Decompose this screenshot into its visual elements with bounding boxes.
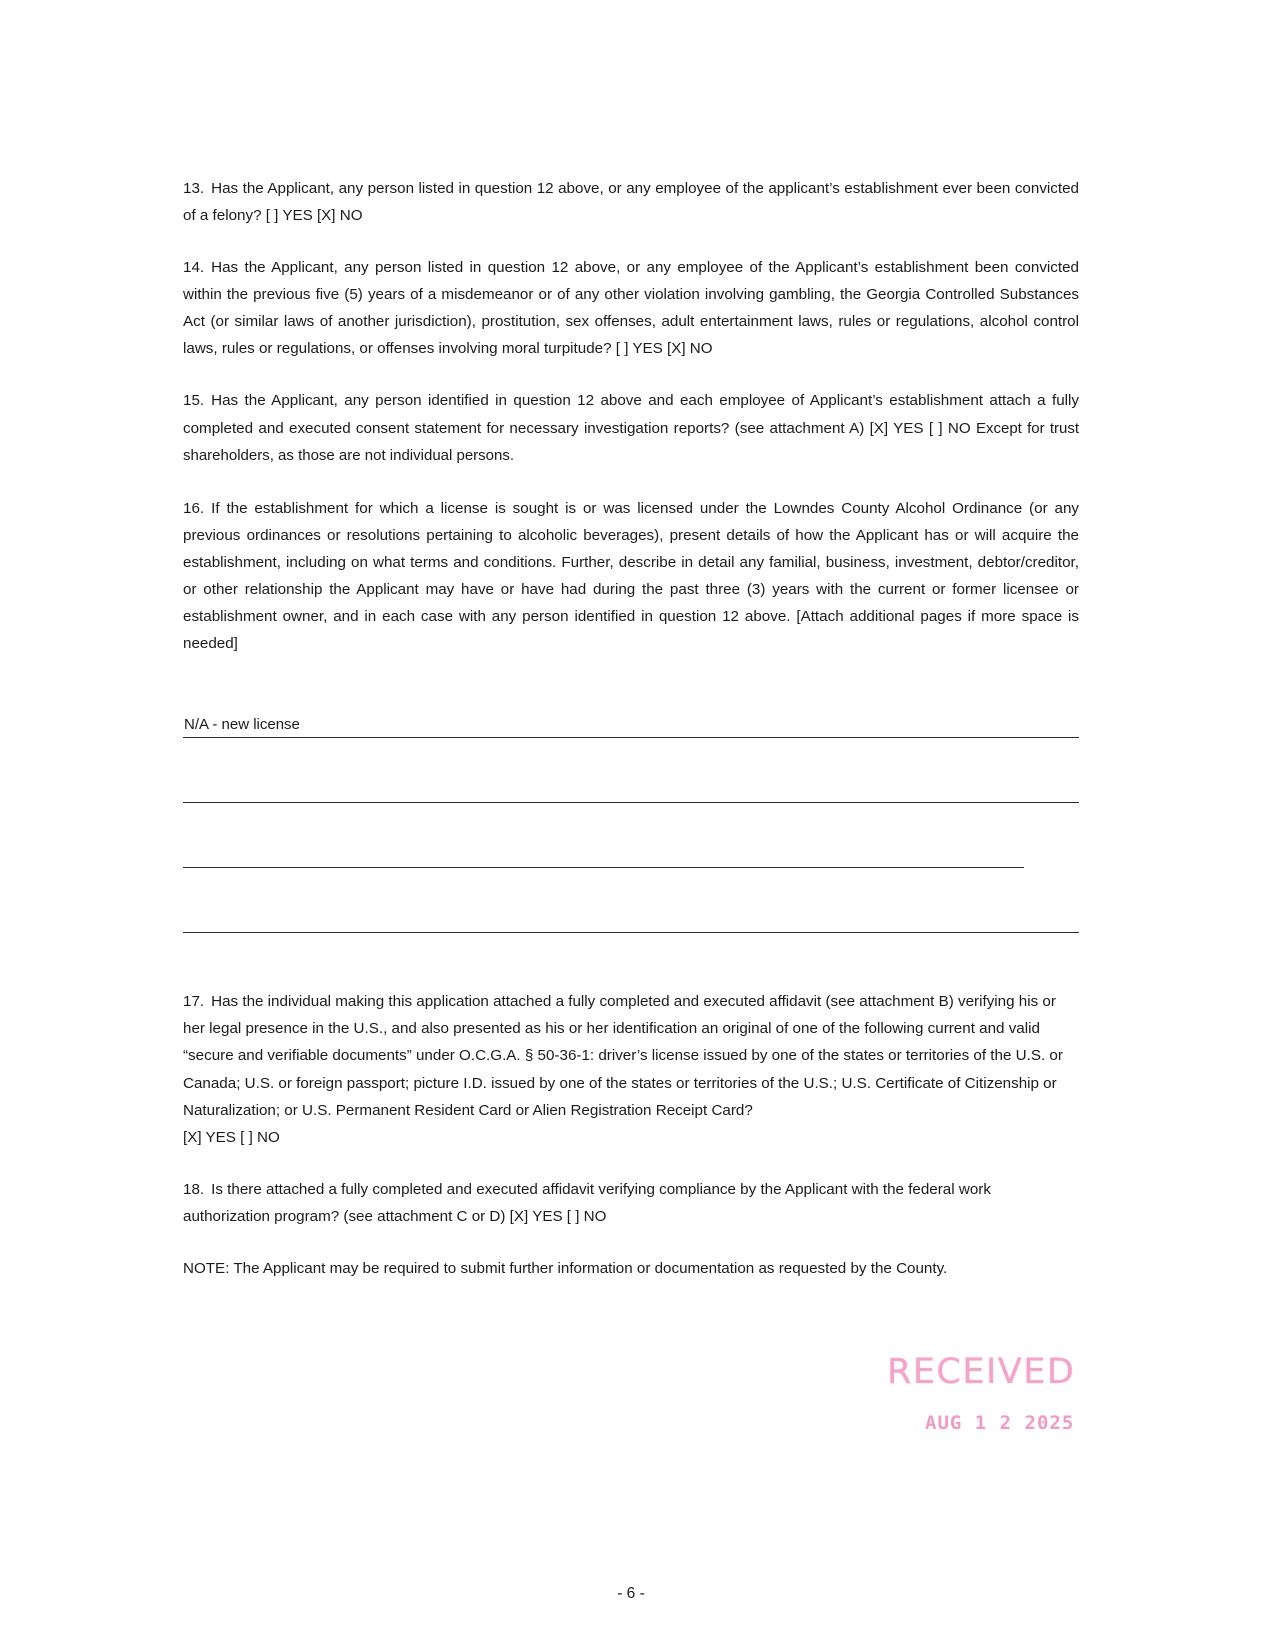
- answer-rule-4: [183, 932, 1079, 933]
- question-14-text: Has the Applicant, any person listed in question 12 above, or any employee of the Applicant’s establishment been convicted within the previous five (5) years of a misdemeanor or of any other violation involving gambling, the Georgia Controlled Substances Act (or similar laws of another jurisdiction), prostitution, sex offenses, adult entertainment laws, rules or regulations, alcohol control laws, rules or regulations, or offenses involving moral turpitude? [ ] YES [X] NO: [183, 259, 1079, 358]
- question-18-number: 18.: [183, 1180, 205, 1198]
- answer-line-1[interactable]: [183, 691, 1079, 738]
- question-16-text: If the establishment for which a license is sought is or was licensed under the Lowndes County Alcohol Ordinance (or any previous ordinances or resolutions pertaining to alcoholic beverages), present details of how the Applicant has or will acquire the establishment, including on what terms and conditions. Further, describe in detail any familial, business, investment, debtor/creditor, or other relationship the Applicant may have or have had during the past three (3) years with the current or former licensee or establishment owner, and in each case with any person identified in question 12 above. [Attach additional pages if more space is needed]: [183, 499, 1079, 653]
- answer-line-4[interactable]: [183, 886, 1079, 933]
- question-17-text: Has the individual making this application attached a fully completed and executed affidavit (see attachment B) verifying his or her legal presence in the U.S., and also presented as his or her identification an original of one of the following current and valid “secure and verifiable documents” under O.C.G.A. § 50-36-1: driver’s license issued by one of the states or territories of the U.S. or Canada; U.S. or foreign passport; picture I.D. issued by one of the states or territories of the U.S.; U.S. Certificate of Citizenship or Naturalization; or U.S. Permanent Resident Card or Alien Registration Receipt Card?: [183, 993, 1063, 1119]
- answer-rule-2: [183, 802, 1079, 803]
- question-16: [183, 495, 1079, 657]
- received-stamp-date: AUG 1 2 2025: [925, 1412, 1075, 1434]
- page-number: - 6 -: [617, 1585, 645, 1602]
- question-15: [183, 387, 1079, 469]
- question-14-number: 14.: [183, 259, 205, 277]
- question-16-answer-area[interactable]: [183, 691, 1079, 933]
- received-stamp: [887, 1352, 1075, 1434]
- question-17-answer: [X] YES [ ] NO: [183, 1128, 280, 1146]
- question-15-handwritten-note: Except for trust shareholders, as those are not individual persons.: [183, 419, 1079, 465]
- question-13-number: 13.: [183, 180, 205, 198]
- answer-line-3[interactable]: [183, 821, 1079, 868]
- received-stamp-text: RECEIVED: [887, 1352, 1076, 1392]
- answer-line-2[interactable]: [183, 756, 1079, 803]
- question-18: [183, 1176, 1079, 1230]
- question-15-number: 15.: [183, 392, 205, 410]
- answer-rule-1: [183, 737, 1079, 738]
- question-13-text: Has the Applicant, any person listed in question 12 above, or any employee of the applicant’s establishment ever been convicted of a felony? [ ] YES [X] NO: [183, 180, 1079, 225]
- answer-rule-3: [183, 867, 1024, 868]
- applicant-note: NOTE: The Applicant may be required to submit further information or documentation as requested by the County.: [183, 1259, 948, 1277]
- question-13: [183, 175, 1079, 229]
- question-15-text: Has the Applicant, any person identified in question 12 above and each employee of Applicant’s establishment attach a fully completed and executed consent statement for necessary investigation reports? (see attachment A) [X] YES [ ] NO: [183, 392, 1079, 437]
- question-14: [183, 254, 1079, 362]
- question-18-text: Is there attached a fully completed and executed affidavit verifying compliance by the Applicant with the federal work authorization program? (see attachment C or D) [X] YES [ ] NO: [183, 1180, 991, 1225]
- question-17-number: 17.: [183, 993, 205, 1011]
- question-17: [183, 988, 1079, 1150]
- answer-line-1-value: N/A - new license: [184, 716, 300, 734]
- question-16-number: 16.: [183, 499, 205, 517]
